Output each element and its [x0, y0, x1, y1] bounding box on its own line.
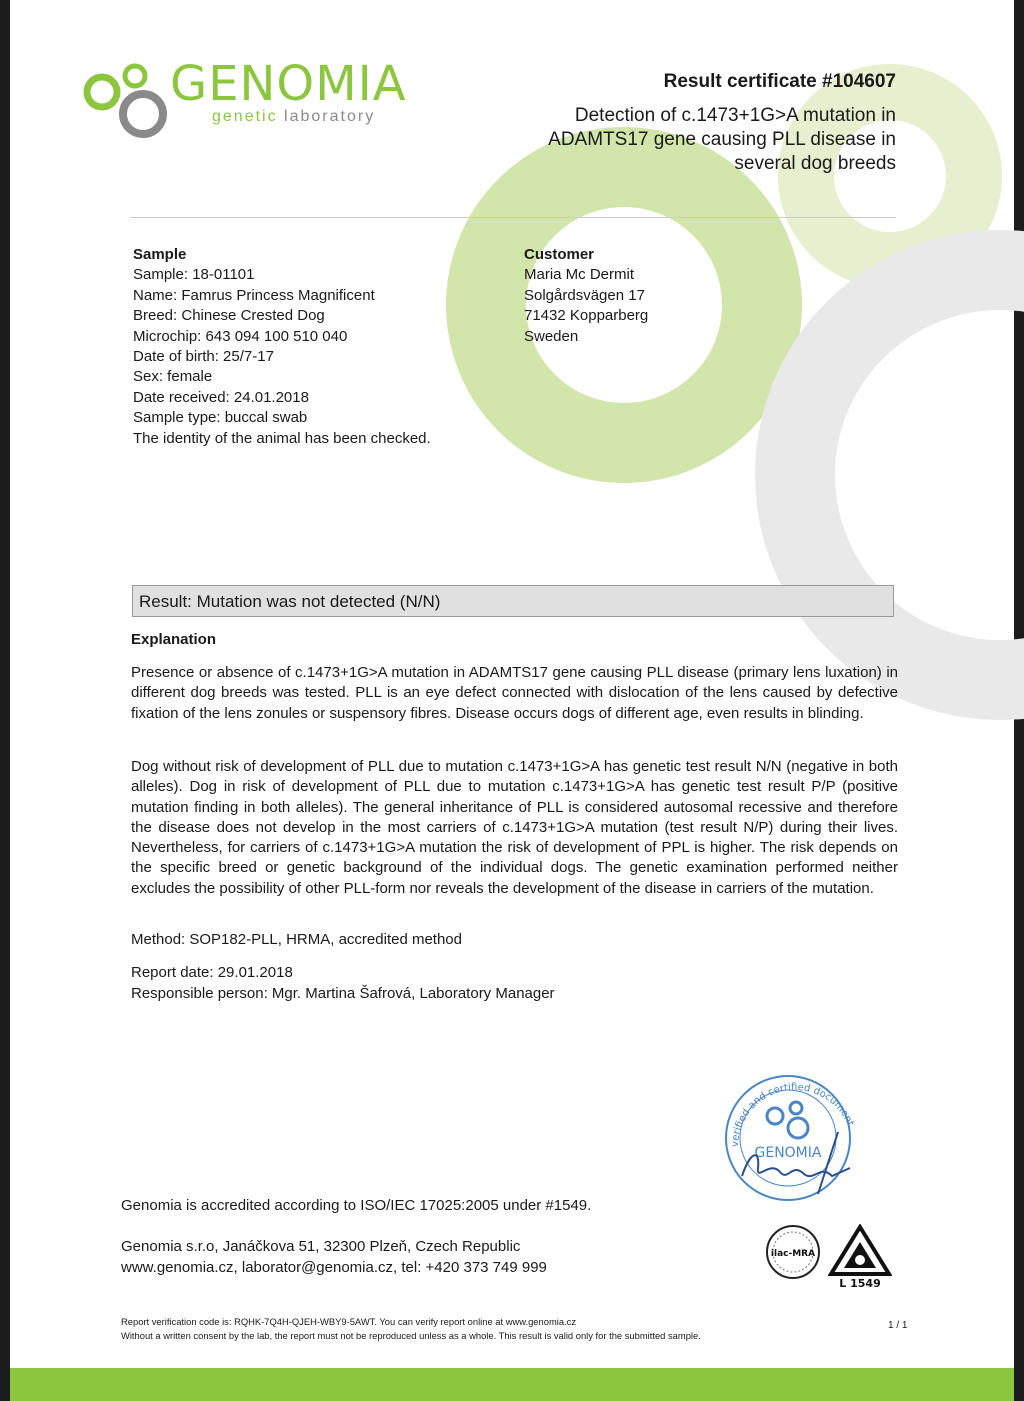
- explanation-paragraph-2: Dog without risk of development of PLL due to mutation c.1473+1G>A has genetic test result N/N (negative in both alleles). Dog in risk of development of PLL due to mutation c.1473+1G>A has genetic test result P/P (positive mutation finding in both alleles). The general inheritance of PLL is considered autosomal recessive and therefore the disease does not develop in the most carriers of c.1473+1G>A mutation (test result N/P) during their lives. Nevertheless, for carriers of c.1473+1G>A mutation the risk of development of PPL is higher. The risk depends on the specific breed or genetic background of the individual dogs. The genetic examination performed neither excludes the possibility of other PLL-form nor reveals the development of the disease in carriers of the mutation.: [131, 758, 898, 897]
- consent-note: Without a written consent by the lab, the report must not be reproduced unless as a whole. This result is valid only for the submitted sample.: [121, 1330, 701, 1341]
- ilac-label: ilac-MRA: [770, 1249, 816, 1259]
- responsible-person: Responsible person: Mgr. Martina Šafrová, Laboratory Manager: [131, 985, 555, 1002]
- sample-section: [133, 245, 431, 449]
- customer-line: Sweden: [524, 327, 579, 345]
- sample-line: Sex: female: [133, 368, 213, 386]
- customer-line: 71432 Kopparberg: [524, 307, 649, 325]
- sample-line: Date of birth: 25/7-17: [133, 348, 274, 366]
- bottom-green-bar: [10, 1368, 1014, 1401]
- verification-code: Report verification code is: RQHK-7Q4H-QJEH-WBY9-5AWT. You can verify report online at www.genomia.cz: [121, 1316, 577, 1327]
- brand-tagline: genetic laboratory: [212, 108, 376, 125]
- explanation-paragraph-1: Presence or absence of c.1473+1G>A mutation in ADAMTS17 gene causing PLL disease (primary lens luxation) in different dog breeds was tested. PLL is an eye defect connected with dislocation of the lens caused by defective fixation of the lens zonules or suspensory fibres. Disease occurs dogs of different age, even results in blinding.: [131, 664, 898, 722]
- sample-line: Sample: 18-01101: [133, 266, 255, 284]
- stamp-name: GENOMIA: [754, 1145, 822, 1161]
- certification-stamp: [720, 1072, 870, 1202]
- verification-notes: [121, 1315, 701, 1343]
- certificate-title: Result certificate #104607: [663, 71, 896, 92]
- method-line: Method: SOP182-PLL, HRMA, accredited method: [131, 931, 462, 948]
- page-number: 1 / 1: [888, 1320, 908, 1331]
- sample-line: Date received: 24.01.2018: [133, 388, 309, 406]
- left-edge: [0, 0, 10, 1401]
- ilac-mra-logo-icon: [765, 1224, 821, 1280]
- sample-line: The identity of the animal has been checked.: [133, 429, 431, 447]
- accreditation-note: Genomia is accredited according to ISO/IEC 17025:2005 under #1549.: [121, 1197, 592, 1214]
- customer-line: Maria Mc Dermit: [524, 266, 635, 284]
- certificate-subtitle: Detection of c.1473+1G>A mutation in ADAMTS17 gene causing PLL disease in several dog breeds: [548, 105, 896, 174]
- company-address: [121, 1237, 547, 1278]
- sample-line: Sample type: buccal swab: [133, 409, 308, 427]
- cai-accreditation-logo-icon: [828, 1224, 892, 1290]
- stamp-ring-text: verified and certified document: [729, 1081, 856, 1148]
- brand-name: GENOMIA: [170, 56, 407, 112]
- sample-line: Name: Famrus Princess Magnificent: [133, 286, 375, 304]
- report-date: Report date: 29.01.2018: [131, 964, 293, 981]
- header-divider: [130, 217, 896, 218]
- genomia-logo-icon: [80, 60, 170, 140]
- sample-line: Breed: Chinese Crested Dog: [133, 307, 325, 325]
- customer-section: [524, 245, 648, 347]
- contact-line: www.genomia.cz, laborator@genomia.cz, tel: +420 373 749 999: [121, 1258, 547, 1276]
- sample-line: Microchip: 643 094 100 510 040: [133, 327, 348, 345]
- address-line: Genomia s.r.o, Janáčkova 51, 32300 Plzeň, Czech Republic: [121, 1238, 521, 1255]
- customer-line: Solgårdsvägen 17: [524, 286, 645, 304]
- result-box: [132, 585, 894, 617]
- customer-heading: Customer: [524, 246, 595, 263]
- right-edge: [1014, 0, 1024, 1401]
- result-text: Result: Mutation was not detected (N/N): [139, 592, 441, 611]
- sample-heading: Sample: [133, 246, 187, 263]
- explanation-heading: Explanation: [131, 631, 217, 648]
- cai-label: L 1549: [839, 1277, 881, 1290]
